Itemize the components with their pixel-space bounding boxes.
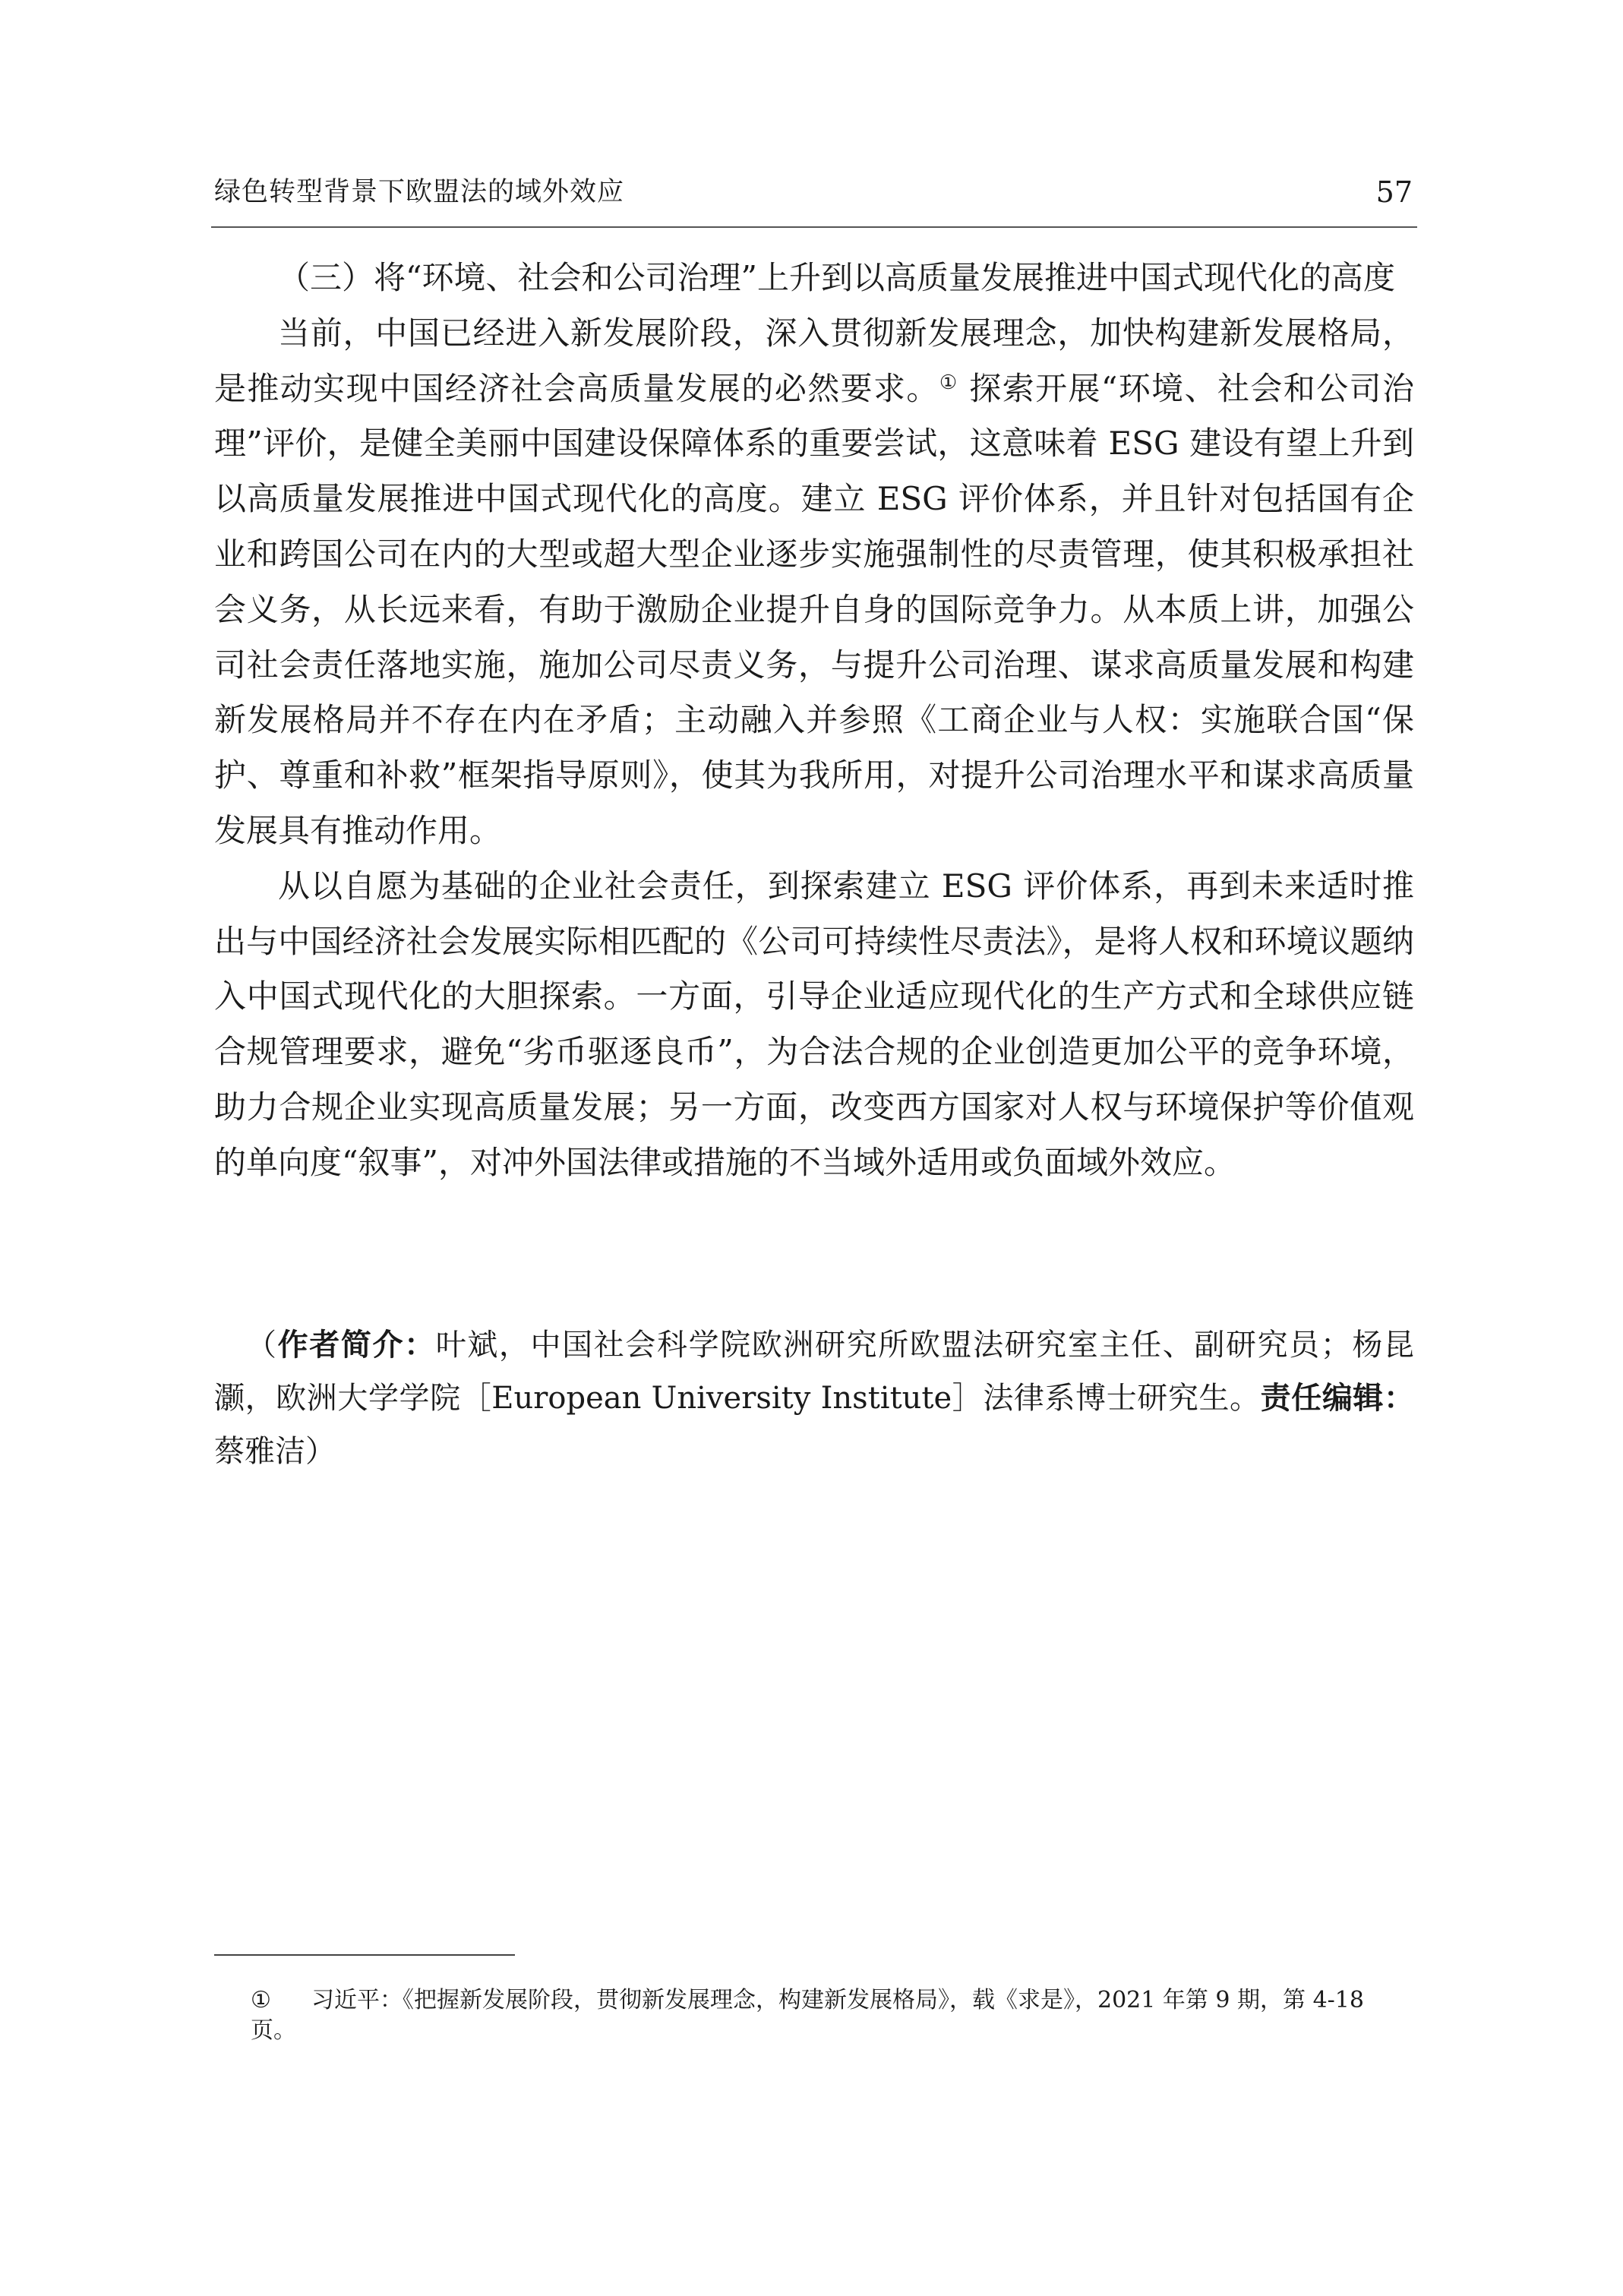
paragraph-1-part-2: 探索开展“环境、社会和公司治理”评价，是健全美丽中国建设保障体系的重要尝试，这意味着 ESG 建设有望上升到以高质量发展推进中国式现代化的高度。建立 ESG 评价体系，并且针对包括国有企业和跨国公司在内的大型或超大型企业逐步实施强制性的尽责管理，使其积极承担社会义务，从长远来看，有助于激励企业提升自身的国际竞争力。从本质上讲，加强公司社会责任落地实施，施加公司尽责义务，与提升公司治理、谋求高质量发展和构建新发展格局并不存在内在矛盾；主动融入并参照《工商企业与人权：实施联合国“保护、尊重和补救”框架指导原则》，使其为我所用，对提升公司治理水平和谋求高质量发展具有推动作用。: [214, 369, 1414, 849]
footnote: [251, 1985, 1413, 2046]
author-note: [214, 1319, 1414, 1478]
footnote-number: ①: [251, 1987, 271, 2013]
header-rule: [211, 226, 1417, 228]
body-text: [214, 251, 1414, 1191]
author-note-open-paren: （: [246, 1328, 278, 1363]
author-note-paragraph: [214, 1319, 1414, 1478]
author-label: 作者简介：: [277, 1328, 436, 1363]
editor-text: 蔡雅洁: [214, 1434, 305, 1469]
editor-label: 责任编辑：: [1260, 1381, 1414, 1416]
running-head-title: 绿色转型背景下欧盟法的域外效应: [214, 177, 625, 207]
footnote-rule: [214, 1954, 515, 1956]
paragraph-1: [214, 306, 1414, 859]
section-heading: （三）将“环境、社会和公司治理”上升到以高质量发展推进中国式现代化的高度: [278, 259, 1395, 296]
author-text: 叶斌，中国社会科学院欧洲研究所欧盟法研究室主任、副研究员；杨昆灏，欧洲大学学院［European University Institute］法律系博士研究生。: [214, 1328, 1415, 1416]
footnote-reference[interactable]: ①: [939, 371, 958, 394]
author-note-close-paren: ）: [305, 1434, 336, 1469]
paragraph-2: 从以自愿为基础的企业社会责任，到探索建立 ESG 评价体系，再到未来适时推出与中国经济社会发展实际相匹配的《公司可持续性尽责法》，是将人权和环境议题纳入中国式现代化的大胆探索。一方面，引导企业适应现代化的生产方式和全球供应链合规管理要求，避免“劣币驱逐良币”，为合法合规的企业创造更加公平的竞争环境，助力合规企业实现高质量发展；另一方面，改变西方国家对人权与环境保护等价值观的单向度“叙事”，对冲外国法律或措施的不当域外适用或负面域外效应。: [214, 867, 1414, 1181]
footnote-text: 习近平：《把握新发展阶段，贯彻新发展理念，构建新发展格局》，载《求是》，2021 年第 9 期，第 4-18 页。: [251, 1987, 1364, 2044]
page-number: 57: [1375, 175, 1413, 209]
paragraph-1-part-1: 当前，中国已经进入新发展阶段，深入贯彻新发展理念，加快构建新发展格局，是推动实现中国经济社会高质量发展的必然要求。: [214, 314, 1414, 407]
